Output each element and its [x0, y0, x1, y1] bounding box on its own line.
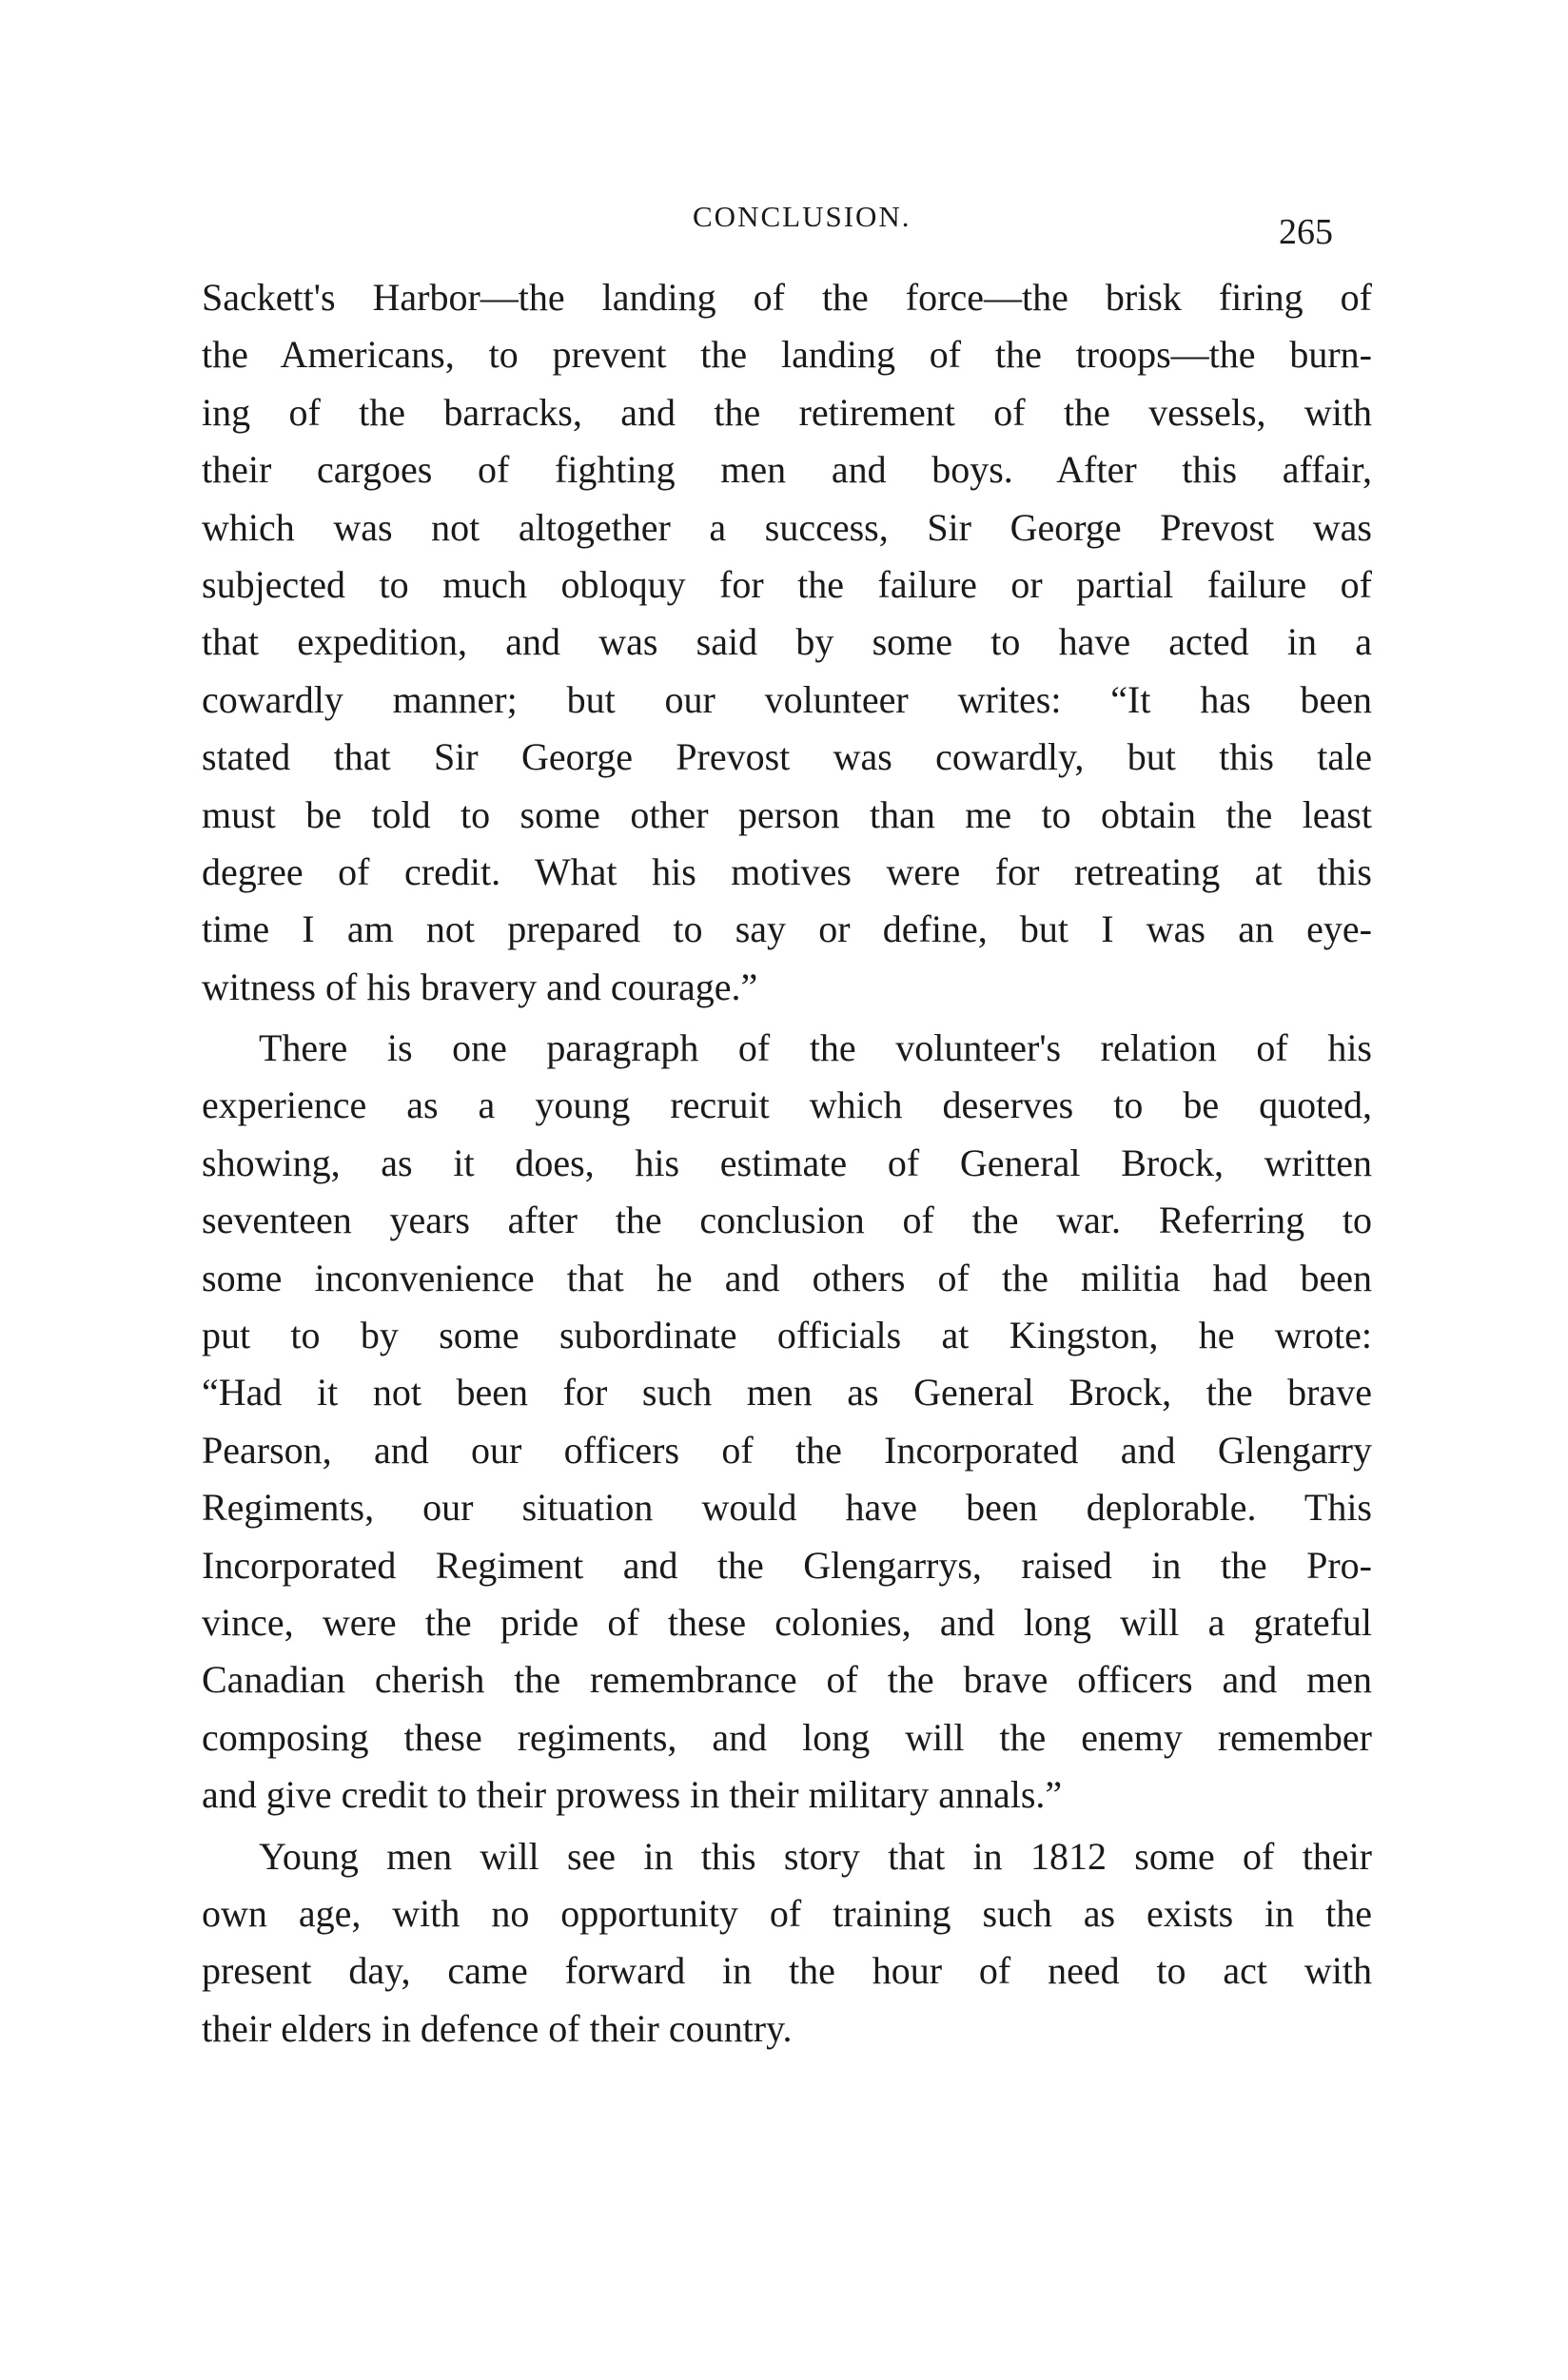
text-line: There is one paragraph of the volunteer's relation of his	[259, 1026, 1372, 1070]
chapter-title: CONCLUSION.	[693, 200, 911, 233]
text-line: time I am not prepared to say or define, but I was an eye-	[202, 907, 1372, 951]
text-line: stated that Sir George Prevost was cowardly, but this tale	[202, 735, 1372, 779]
page-number: 265	[1279, 212, 1333, 252]
text-line: Young men will see in this story that in 1812 some of their	[259, 1834, 1372, 1878]
body-text	[202, 269, 1372, 2058]
text-line: Incorporated Regiment and the Glengarrys, raised in the Pro-	[202, 1543, 1372, 1587]
text-line: “Had it not been for such men as General Brock, the brave	[202, 1371, 1372, 1414]
paragraph	[202, 269, 1372, 1016]
text-line: composing these regiments, and long will the enemy remember	[202, 1715, 1372, 1759]
text-line: cowardly manner; but our volunteer writes: “It has been	[202, 677, 1372, 721]
text-line: Regiments, our situation would have been deplorable. This	[202, 1486, 1372, 1530]
text-line: witness of his bravery and courage.”	[202, 965, 758, 1008]
running-head	[0, 200, 1568, 252]
text-line: Pearson, and our officers of the Incorporated and Glengarry	[202, 1428, 1372, 1472]
paragraph	[202, 1020, 1372, 1824]
text-line: their elders in defence of their country.	[202, 2006, 793, 2050]
text-line: some inconvenience that he and others of the militia had been	[202, 1256, 1372, 1299]
text-line: Sackett's Harbor—the landing of the force—the brisk firing of	[202, 276, 1372, 319]
text-line: experience as a young recruit which deserves to be quoted,	[202, 1083, 1372, 1127]
text-line: present day, came forward in the hour of need to act with	[202, 1949, 1372, 1993]
text-line: put to by some subordinate officials at Kingston, he wrote:	[202, 1314, 1372, 1357]
text-line: the Americans, to prevent the landing of the troops—the burn-	[202, 333, 1372, 377]
text-line: own age, with no opportunity of training such as exists in the	[202, 1891, 1372, 1935]
text-line: seventeen years after the conclusion of the war. Referring to	[202, 1199, 1372, 1242]
paragraph	[202, 1828, 1372, 2058]
text-line: showing, as it does, his estimate of General Brock, written	[202, 1141, 1372, 1184]
text-line: subjected to much obloquy for the failure or partial failure of	[202, 562, 1372, 606]
text-line: that expedition, and was said by some to have acted in a	[202, 620, 1372, 664]
text-line: ing of the barracks, and the retirement of the vessels, with	[202, 390, 1372, 434]
text-line: and give credit to their prowess in their military annals.”	[202, 1773, 1063, 1817]
text-line: degree of credit. What his motives were for retreating at this	[202, 849, 1372, 893]
text-line: their cargoes of fighting men and boys. After this affair,	[202, 448, 1372, 492]
text-line: must be told to some other person than me to obtain the least	[202, 792, 1372, 836]
text-line: Canadian cherish the remembrance of the brave officers and men	[202, 1658, 1372, 1702]
text-line: vince, were the pride of these colonies, and long will a grateful	[202, 1600, 1372, 1644]
text-line: which was not altogether a success, Sir George Prevost was	[202, 505, 1372, 549]
